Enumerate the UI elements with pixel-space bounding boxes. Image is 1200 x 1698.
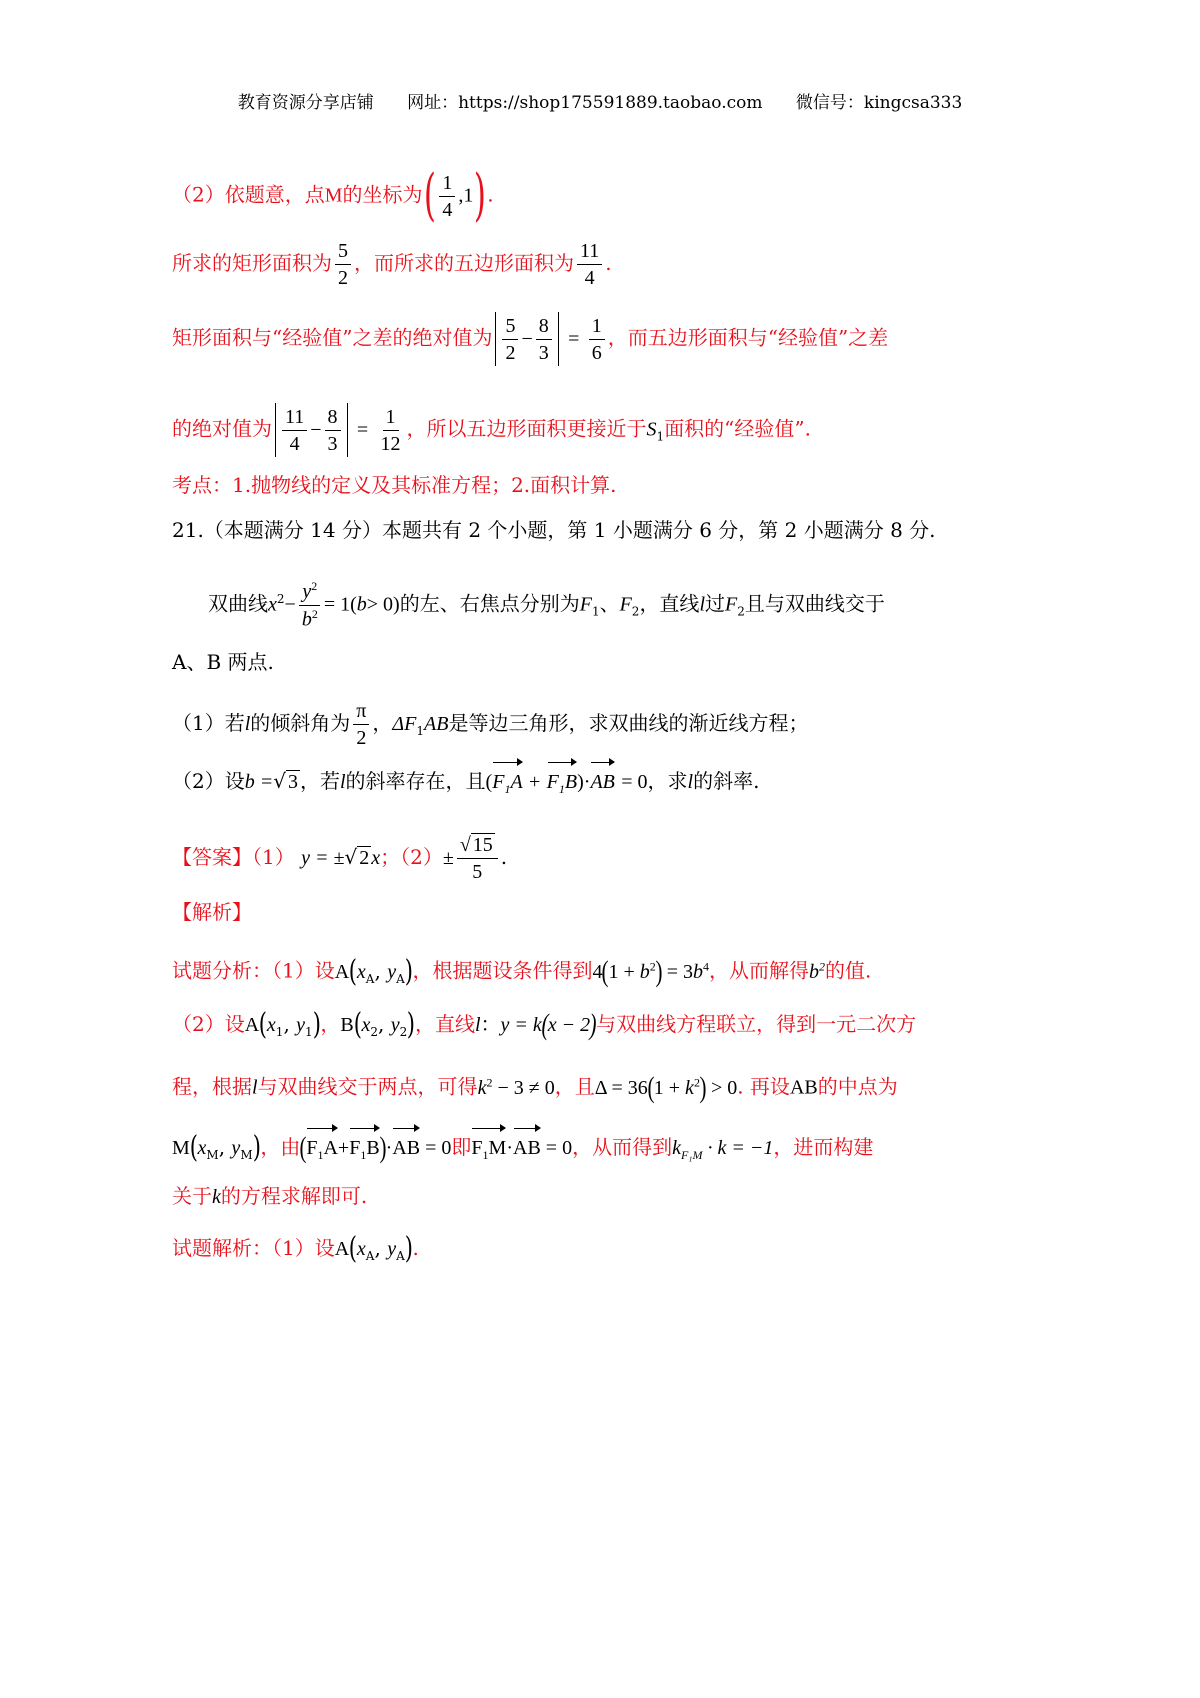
math: $k^2 - 3 \ne 0$ — [477, 1075, 555, 1099]
math: l — [474, 1014, 481, 1036]
text: 且与双曲线交于 — [744, 591, 885, 616]
text: （2）依题意，点 — [172, 182, 325, 207]
solution-line-point-m — [172, 163, 494, 228]
text: 程，根据 — [172, 1074, 252, 1099]
fraction: $\frac{\pi}{2}$ — [353, 700, 369, 749]
paren: ) — [474, 163, 487, 228]
fraction: $\frac{y^2}{b^2}$ — [299, 580, 321, 630]
text: 双曲线 — [208, 591, 268, 616]
answer-1: y = ±√ 2 x — [301, 845, 381, 869]
vector: AB — [590, 762, 614, 796]
text: 的中点为 — [817, 1074, 898, 1099]
text: ，而五边形面积与“经验值”之差 — [607, 325, 889, 350]
text: 的斜率存在，且 — [345, 769, 486, 793]
text: ,1 — [458, 184, 474, 207]
math: 2 — [276, 592, 285, 606]
math: $b^2$ — [809, 959, 826, 983]
analysis-line-6 — [172, 1231, 419, 1270]
question-21-title: 21.（本题满分 14 分）本题共有 2 个小题，第 1 小题满分 6 分，第 2 小题满分 8 分. — [172, 518, 936, 542]
text: ，且 — [554, 1074, 595, 1099]
text: 的值. — [825, 958, 872, 983]
question-21-part-1 — [172, 700, 808, 749]
fraction: $\frac{1}{4}$ — [439, 172, 455, 221]
math: ( — [485, 771, 493, 793]
text: 是等边三角形，求双曲线的渐近线方程； — [448, 711, 809, 735]
math: 1 — [416, 724, 425, 738]
math: $F_1M\cdot AB = 0$ — [471, 1137, 572, 1159]
math: = 1( — [323, 593, 357, 616]
solution-line-abs-rect — [172, 312, 888, 366]
analysis-line-5 — [172, 1182, 367, 1211]
text: 的绝对值为 — [172, 416, 272, 441]
text: ，根据题设条件得到 — [412, 958, 593, 983]
question-21-stem-cont: A、B 两点. — [172, 650, 274, 674]
text: ，从而解得 — [709, 958, 810, 983]
text: 关于 — [172, 1184, 212, 1208]
key-points: 考点：1.抛物线的定义及其标准方程；2.面积计算. — [172, 473, 617, 497]
text: 的左、右焦点分别为 — [399, 591, 580, 616]
math: ΔF — [392, 713, 417, 735]
text: ，而所求的五边形面积为 — [354, 251, 574, 275]
text: . 再设 — [737, 1074, 790, 1099]
text: 与双曲线交于两点，可得 — [257, 1074, 478, 1099]
text: 的斜率. — [693, 769, 760, 793]
text: 所求的矩形面积为 — [172, 251, 332, 275]
math: b = — [244, 771, 274, 793]
abs-expression: $\frac{5}{2}$ − $\frac{8}{3}$ = $\frac{1}{6}$ — [492, 326, 607, 350]
text: ，若 — [299, 769, 340, 793]
analysis-line-4 — [172, 1128, 873, 1169]
text: ，由 — [260, 1135, 301, 1159]
analysis-line-2: （2）设$A(x_1$, $y_1$)，$B(x_2$, $y_2$)，直线l：y = k(x − 2)与双曲线方程联立，得到一元二次方 — [172, 1007, 917, 1042]
text: 过 — [705, 591, 725, 616]
math: F — [579, 593, 592, 616]
math: 1 — [591, 604, 600, 619]
text: ，从而得到 — [572, 1135, 673, 1159]
math: l — [244, 713, 251, 735]
math: 2 — [631, 604, 640, 619]
math: AB — [789, 1076, 818, 1099]
question-21-part-2 — [172, 762, 759, 803]
text: ；（2） — [380, 845, 443, 869]
math: x — [268, 593, 277, 616]
text: 、 — [599, 591, 620, 616]
math: $\Delta = 36(1 + k^2) > 0$ — [594, 1070, 738, 1104]
text: ： — [480, 1012, 501, 1036]
text: ，所以五边形面积更接近于 — [406, 416, 647, 441]
math: F — [619, 593, 632, 616]
answer-label: 【答案】 — [172, 845, 252, 869]
text: （1）若 — [172, 711, 245, 735]
math: l — [699, 593, 705, 616]
math: AB — [424, 713, 449, 735]
text: . — [605, 251, 612, 275]
math: $4(1 + b^2) = 3b^4$ — [592, 954, 710, 988]
text: ， — [372, 711, 393, 735]
text: 的倾斜角为 — [250, 711, 351, 735]
text: ，求 — [647, 769, 688, 793]
math: k — [212, 1186, 221, 1208]
text: S — [646, 418, 657, 441]
text: 矩形面积与“经验值”之差的绝对值为 — [172, 325, 493, 350]
math: ) — [577, 771, 584, 793]
math: F — [725, 593, 738, 616]
math: 2 — [737, 604, 745, 619]
text: （1） — [252, 845, 295, 869]
abs-expression: $\frac{11}{4}$ − $\frac{8}{3}$ = $\frac{1}{12}$ — [272, 417, 407, 441]
math: $A(x_A$, $y_A$) — [334, 953, 413, 989]
solution-line-area — [172, 240, 612, 289]
paren: ( — [423, 163, 436, 228]
text: . — [487, 182, 494, 207]
text: ，直线 — [414, 1012, 475, 1036]
math: > 0) — [366, 593, 400, 616]
math: · — [583, 771, 591, 793]
math: = 0 — [621, 771, 648, 793]
text: 的方程求解即可. — [220, 1184, 368, 1208]
math: $(F_1A+F_1B)\cdot AB = 0$ — [300, 1137, 451, 1159]
math: y = k(x − 2) — [500, 1008, 597, 1041]
vector: $F_1B$ — [547, 762, 577, 803]
text: 1 — [656, 429, 665, 444]
text: M — [324, 184, 343, 207]
math: l — [252, 1076, 258, 1099]
math: $B(x_2$, $y_2$) — [340, 1007, 416, 1042]
text: 的坐标为 — [342, 182, 423, 207]
text: ，直线 — [639, 591, 700, 616]
text: （2）设 — [172, 1012, 245, 1036]
shop-url: 网址：https://shop175591889.taobao.com — [407, 93, 763, 113]
vector: $F_1A$ — [492, 762, 522, 803]
answer-line — [172, 834, 507, 883]
math: l — [339, 771, 346, 793]
text: . — [500, 845, 508, 869]
analysis-label: 【解析】 — [172, 900, 252, 924]
page-header — [0, 88, 1200, 113]
math: $k_{F_1M} \cdot k = -1$ — [672, 1137, 774, 1162]
sqrt: √ 3 — [273, 769, 298, 793]
text: 与双曲线方程联立，得到一元二次方 — [596, 1012, 917, 1036]
text: 面积的“经验值”. — [664, 416, 811, 441]
text: 试题分析：（1）设 — [172, 958, 335, 983]
math: $A(x_1$, $y_1$) — [244, 1007, 321, 1042]
question-21-stem — [208, 580, 885, 630]
fraction: $\frac{5}{2}$ — [335, 240, 351, 289]
analysis-line-1 — [172, 952, 871, 993]
answer-2: ± $\frac{√ 15}{5}$ — [443, 845, 501, 869]
shop-name: 教育资源分享店铺 — [237, 93, 374, 113]
analysis-line-3 — [172, 1068, 898, 1102]
text: （2）设 — [172, 769, 245, 793]
fraction: $\frac{11}{4}$ — [577, 240, 602, 289]
math: $A(x_A$, $y_A$) — [334, 1231, 413, 1266]
math: $M(x_M$, $y_M$) — [172, 1130, 261, 1165]
math: b — [356, 593, 367, 616]
text: 即 — [451, 1135, 472, 1159]
text: 试题解析：（1）设 — [172, 1236, 335, 1260]
solution-line-abs-pentagon — [172, 403, 811, 457]
math: − — [284, 593, 296, 616]
text: . — [412, 1236, 419, 1260]
math: l — [687, 771, 694, 793]
math: + — [529, 771, 541, 793]
text: ，进而构建 — [773, 1135, 874, 1159]
wechat-id: 微信号：kingcsa333 — [795, 93, 963, 113]
